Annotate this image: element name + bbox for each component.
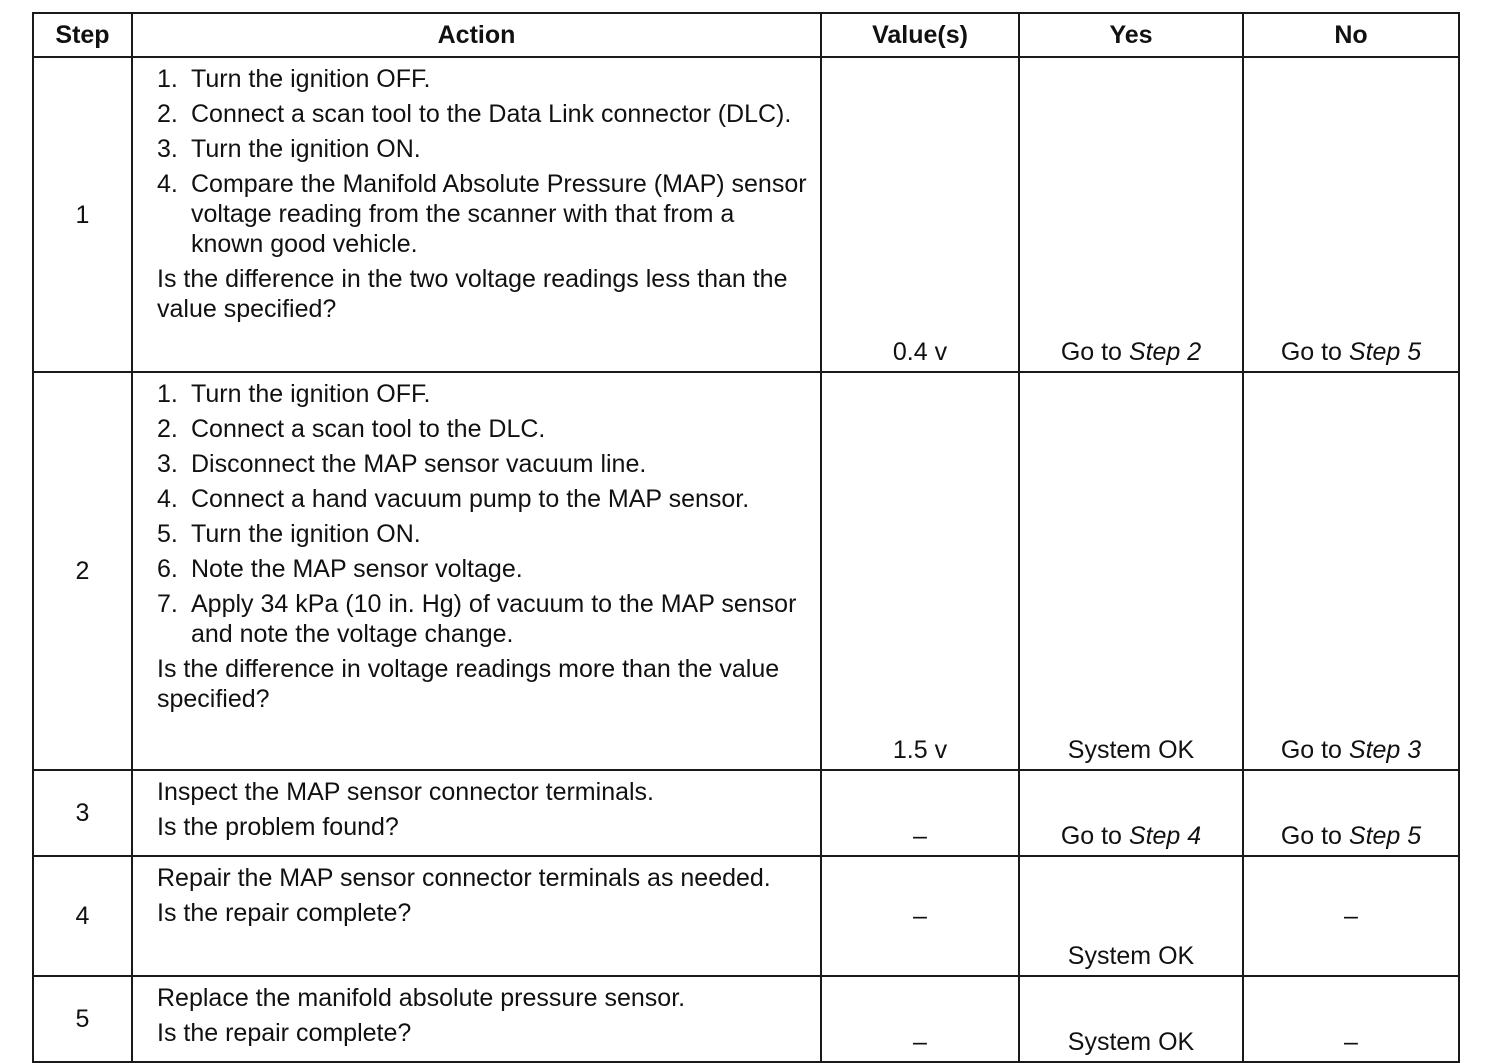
step-number: 3 bbox=[33, 770, 132, 856]
no-step-ref: Step 5 bbox=[1348, 338, 1422, 366]
yes-cell bbox=[1019, 57, 1243, 372]
item-text: Disconnect the MAP sensor vacuum line. bbox=[191, 450, 647, 478]
item-number: 4. bbox=[157, 485, 178, 513]
item-text: Compare the Manifold Absolute Pressure (MAP) sensor voltage reading from the scanner with that from a known good vehicle. bbox=[191, 170, 807, 258]
table-row bbox=[33, 372, 1459, 770]
item-number: 3. bbox=[157, 135, 178, 163]
yes-cell: System OK bbox=[1019, 856, 1243, 976]
action-item bbox=[157, 589, 808, 649]
action-item bbox=[157, 484, 808, 514]
value-cell: 1.5 v bbox=[821, 372, 1019, 770]
item-number: 5. bbox=[157, 520, 178, 548]
item-text: Apply 34 kPa (10 in. Hg) of vacuum to the MAP sensor and note the voltage change. bbox=[191, 590, 797, 648]
table-row bbox=[33, 856, 1459, 976]
value-cell: 0.4 v bbox=[821, 57, 1019, 372]
action-item bbox=[157, 449, 808, 479]
step-number: 2 bbox=[33, 372, 132, 770]
yes-step-ref: Step 2 bbox=[1128, 338, 1202, 366]
action-item bbox=[157, 64, 808, 94]
yes-step-ref: Step 4 bbox=[1128, 822, 1202, 850]
diagnostic-table bbox=[32, 12, 1460, 1063]
item-text: Connect a hand vacuum pump to the MAP sensor. bbox=[191, 485, 750, 513]
table-row bbox=[33, 976, 1459, 1062]
no-cell bbox=[1243, 372, 1459, 770]
item-number: 7. bbox=[157, 590, 178, 618]
step-number: 4 bbox=[33, 856, 132, 976]
no-prefix: Go to bbox=[1280, 822, 1349, 850]
yes-cell: System OK bbox=[1019, 372, 1243, 770]
table-row bbox=[33, 57, 1459, 372]
no-cell bbox=[1243, 770, 1459, 856]
action-question: Is the repair complete? bbox=[157, 899, 412, 927]
action-item bbox=[157, 379, 808, 409]
no-cell: – bbox=[1243, 976, 1459, 1062]
item-number: 4. bbox=[157, 170, 178, 198]
action-item bbox=[157, 414, 808, 444]
item-text: Turn the ignition ON. bbox=[191, 135, 421, 163]
action-cell bbox=[132, 372, 821, 770]
table-row bbox=[33, 770, 1459, 856]
action-cell bbox=[132, 770, 821, 856]
yes-prefix: Go to bbox=[1060, 338, 1129, 366]
action-cell bbox=[132, 976, 821, 1062]
header-action: Action bbox=[132, 13, 821, 57]
action-question: Is the difference in the two voltage readings less than the value specified? bbox=[157, 265, 788, 323]
item-text: Turn the ignition ON. bbox=[191, 520, 421, 548]
action-question: Is the repair complete? bbox=[157, 1019, 412, 1047]
no-prefix: Go to bbox=[1280, 338, 1349, 366]
action-text: Inspect the MAP sensor connector terminals. bbox=[157, 778, 654, 806]
step-number: 1 bbox=[33, 57, 132, 372]
header-no: No bbox=[1243, 13, 1459, 57]
value-cell: – bbox=[821, 770, 1019, 856]
item-text: Connect a scan tool to the Data Link connector (DLC). bbox=[191, 100, 792, 128]
header-step: Step bbox=[33, 13, 132, 57]
no-cell bbox=[1243, 57, 1459, 372]
action-item bbox=[157, 99, 808, 129]
action-cell bbox=[132, 57, 821, 372]
action-cell bbox=[132, 856, 821, 976]
item-text: Note the MAP sensor voltage. bbox=[191, 555, 523, 583]
action-question: Is the problem found? bbox=[157, 813, 399, 841]
step-number: 5 bbox=[33, 976, 132, 1062]
no-step-ref: Step 5 bbox=[1348, 822, 1422, 850]
item-text: Connect a scan tool to the DLC. bbox=[191, 415, 546, 443]
header-values: Value(s) bbox=[821, 13, 1019, 57]
action-item bbox=[157, 134, 808, 164]
item-number: 2. bbox=[157, 415, 178, 443]
yes-cell: System OK bbox=[1019, 976, 1243, 1062]
action-text: Replace the manifold absolute pressure sensor. bbox=[157, 984, 686, 1012]
item-text: Turn the ignition OFF. bbox=[191, 380, 431, 408]
yes-cell bbox=[1019, 770, 1243, 856]
action-item bbox=[157, 519, 808, 549]
item-text: Turn the ignition OFF. bbox=[191, 65, 431, 93]
value-cell: – bbox=[821, 856, 1019, 976]
yes-prefix: Go to bbox=[1060, 822, 1129, 850]
value-cell: – bbox=[821, 976, 1019, 1062]
no-prefix: Go to bbox=[1280, 736, 1349, 764]
no-step-ref: Step 3 bbox=[1348, 736, 1422, 764]
header-yes: Yes bbox=[1019, 13, 1243, 57]
action-item bbox=[157, 554, 808, 584]
item-number: 1. bbox=[157, 65, 178, 93]
item-number: 3. bbox=[157, 450, 178, 478]
item-number: 1. bbox=[157, 380, 178, 408]
action-list bbox=[157, 64, 808, 259]
no-cell: – bbox=[1243, 856, 1459, 976]
item-number: 6. bbox=[157, 555, 178, 583]
action-list bbox=[157, 379, 808, 649]
action-item bbox=[157, 169, 808, 259]
action-text: Repair the MAP sensor connector terminals as needed. bbox=[157, 864, 771, 892]
header-row bbox=[33, 13, 1459, 57]
item-number: 2. bbox=[157, 100, 178, 128]
action-question: Is the difference in voltage readings more than the value specified? bbox=[157, 655, 780, 713]
